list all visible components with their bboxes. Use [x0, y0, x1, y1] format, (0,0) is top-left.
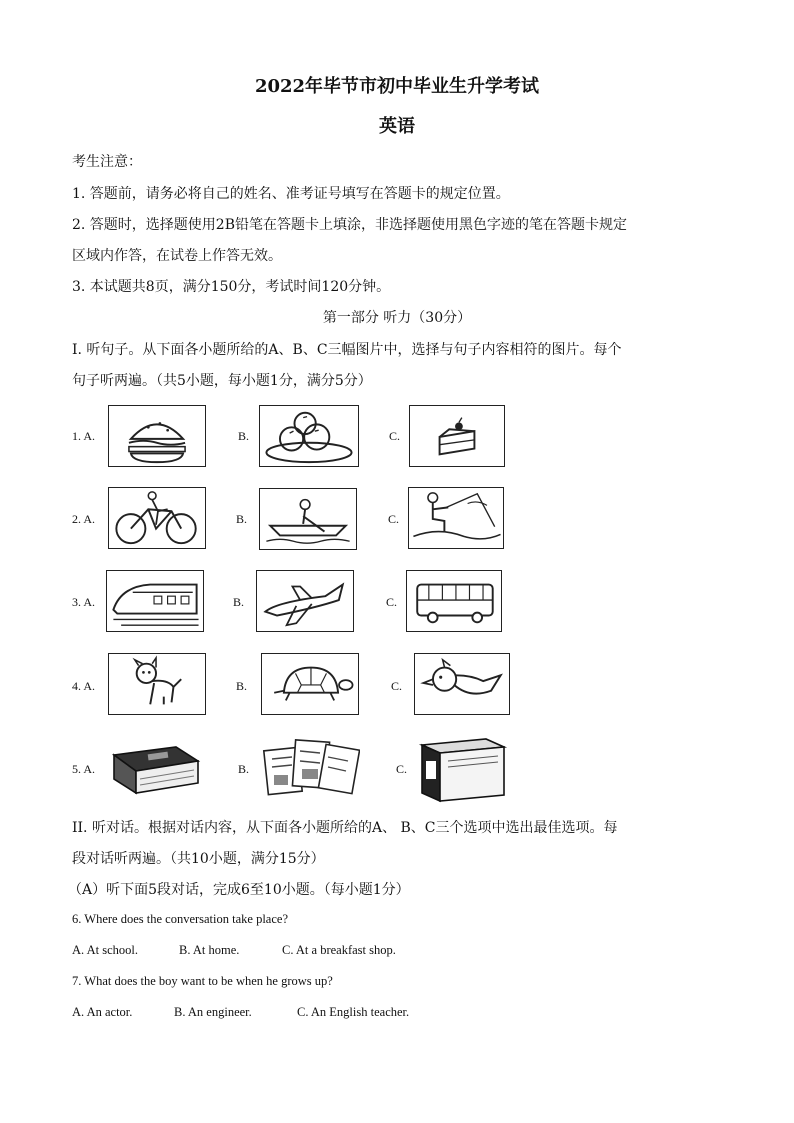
question-stem: 6. Where does the conversation take place? [72, 912, 288, 926]
answer-option[interactable]: A. At school. [72, 943, 138, 957]
bus-icon[interactable] [406, 570, 502, 632]
option-label: B. [233, 595, 245, 609]
answer-option[interactable]: C. At a breakfast shop. [282, 943, 396, 957]
bird-icon[interactable] [414, 653, 510, 715]
turtle-icon[interactable] [261, 653, 359, 715]
cake-icon[interactable] [409, 405, 505, 467]
dog-icon[interactable] [108, 653, 206, 715]
option-label: B. [236, 512, 248, 526]
section1-instruction: I. 听句子。从下面各小题所给的A、B、C三幅图片中，选择与句子内容相符的图片。每个 [72, 342, 622, 358]
question-number: 2. A. [72, 512, 96, 526]
exam-subject: 英语 [379, 116, 415, 137]
answer-option[interactable]: B. An engineer. [174, 1005, 252, 1019]
hamburger-icon[interactable] [108, 405, 206, 467]
note-item: 2. 答题时，选择题使用2B铅笔在答题卡上填涂，非选择题使用黑色字迹的笔在答题卡规定 [72, 217, 628, 233]
option-label: B. [238, 429, 250, 443]
notes-heading: 考生注意： [72, 154, 142, 170]
fishing-icon[interactable] [408, 487, 504, 549]
section2-instruction: II. 听对话。根据对话内容，从下面各小题所给的A、 B、C三个选项中选出最佳选项。每 [72, 820, 618, 836]
buns-icon[interactable] [259, 405, 359, 467]
question-number: 4. A. [72, 679, 96, 693]
answer-option[interactable]: B. At home. [179, 943, 240, 957]
option-label: C. [391, 679, 403, 693]
option-label: B. [238, 762, 250, 776]
magazines-icon[interactable] [262, 735, 360, 799]
exam-title: 2022年毕节市初中毕业生升学考试 [254, 76, 540, 97]
section1-instruction: 句子听两遍。（共5小题，每小题1分，满分5分） [72, 373, 372, 389]
part1-heading: 第一部分 听力（30分） [322, 310, 472, 326]
airplane-icon[interactable] [256, 570, 354, 632]
question-stem: 7. What does the boy want to be when he grows up? [72, 974, 333, 988]
train-icon[interactable] [106, 570, 204, 632]
note-item: 区域内作答，在试卷上作答无效。 [72, 248, 282, 264]
answer-option[interactable]: A. An actor. [72, 1005, 133, 1019]
option-label: C. [389, 429, 401, 443]
question-number: 1. A. [72, 429, 96, 443]
note-item: 3. 本试题共8页，满分150分，考试时间120分钟。 [72, 279, 391, 295]
option-label: C. [388, 512, 400, 526]
option-label: C. [386, 595, 398, 609]
sub-section-a: （A）听下面5段对话，完成6至10小题。（每小题1分） [68, 882, 410, 898]
dictionary-icon[interactable] [418, 735, 508, 803]
question-number: 3. A. [72, 595, 96, 609]
book-icon[interactable] [106, 737, 204, 799]
cycling-icon[interactable] [108, 487, 206, 549]
option-label: C. [396, 762, 408, 776]
note-item: 1. 答题前，请务必将自己的姓名、准考证号填写在答题卡的规定位置。 [72, 186, 510, 202]
section2-instruction: 段对话听两遍。（共10小题，满分15分） [72, 851, 325, 867]
rowing-icon[interactable] [259, 488, 357, 550]
question-number: 5. A. [72, 762, 96, 776]
option-label: B. [236, 679, 248, 693]
answer-option[interactable]: C. An English teacher. [297, 1005, 410, 1019]
